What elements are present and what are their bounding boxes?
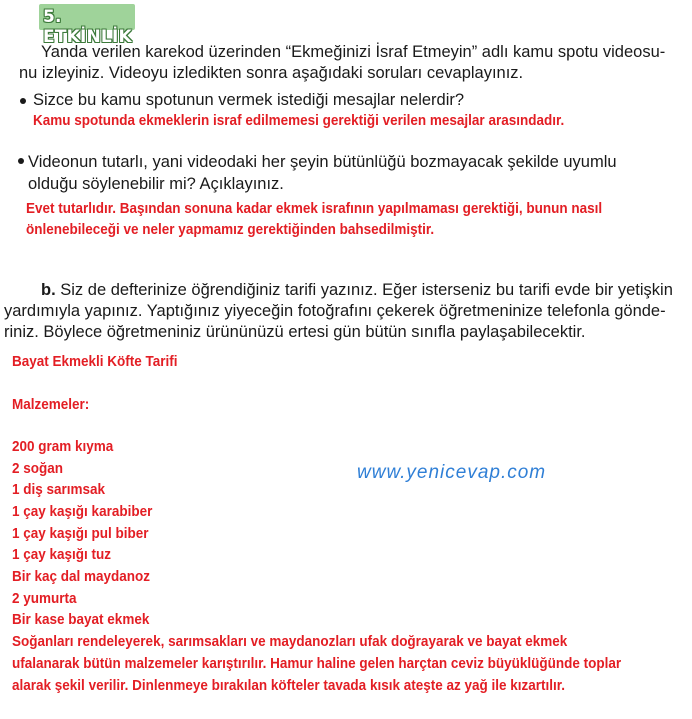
ingredient-item: 1 çay kaşığı karabiber xyxy=(12,503,153,520)
bullet-icon xyxy=(18,158,24,164)
recipe-title: Bayat Ekmekli Köfte Tarifi xyxy=(12,353,178,370)
intro-line-1: Yanda verilen karekod üzerinden “Ekmeğinizi İsraf Etmeyin” adlı kamu spotu videosu- xyxy=(41,43,666,61)
question-1: Sizce bu kamu spotunun vermek istediği mesajlar nelerdir? xyxy=(33,91,465,109)
part-b-line-2: yardımıyla yapınız. Yaptığınız yiyeceğin fotoğrafını çekerek öğretmeninize telefonla gönde- xyxy=(4,302,666,320)
instruction-line: Soğanları rendeleyerek, sarımsakları ve maydanozları ufak doğrayarak ve bayat ekmek xyxy=(12,633,568,650)
ingredient-item: 1 diş sarımsak xyxy=(12,481,106,498)
part-b-line-3: riniz. Böylece öğretmeniniz ürününüzü ertesi gün bütün sınıfla paylaşabilecektir. xyxy=(4,323,586,341)
question-2-line-1: Videonun tutarlı, yani videodaki her şeyin bütünlüğü bozmayacak şekilde uyumlu xyxy=(28,153,617,171)
part-b-text: Siz de defterinize öğrendiğiniz tarifi yazınız. Eğer isterseniz bu tarifi evde bir yetişkin xyxy=(55,281,673,299)
ingredient-item: Bir kaç dal maydanoz xyxy=(12,568,151,585)
activity-badge-label: 5. ETKİNLİK xyxy=(43,7,132,47)
ingredient-item: 2 soğan xyxy=(12,460,64,477)
intro-line-2: nu izleyiniz. Videoyu izledikten sonra aşağıdaki soruları cevaplayınız. xyxy=(19,64,524,82)
ingredient-item: 1 çay kaşığı pul biber xyxy=(12,525,149,542)
instruction-line: alarak şekil verilir. Dinlenmeye bırakılan köfteler tavada kısık ateşte az yağ ile kızartılır. xyxy=(12,677,566,694)
activity-badge xyxy=(39,4,135,47)
ingredient-item: 200 gram kıyma xyxy=(12,438,114,455)
watermark: www.yenicevap.com xyxy=(357,462,547,483)
question-2-line-2: olduğu söylenebilir mi? Açıklayınız. xyxy=(28,175,284,193)
instruction-line: ufalanarak bütün malzemeler karıştırılır. Hamur haline gelen harçtan ceviz büyüklüğünde toplar xyxy=(12,655,622,672)
part-b-line-1 xyxy=(41,280,673,300)
ingredient-item: 2 yumurta xyxy=(12,590,77,607)
ingredient-item: Bir kase bayat ekmek xyxy=(12,611,150,628)
answer-1: Kamu spotunda ekmeklerin israf edilmemesi gerektiği verilen mesajlar arasındadır. xyxy=(33,112,565,129)
ingredient-item: 1 çay kaşığı tuz xyxy=(12,546,112,563)
bullet-icon xyxy=(20,98,26,104)
part-b-label: b. xyxy=(41,281,56,299)
answer-2-line-1: Evet tutarlıdır. Başından sonuna kadar ekmek israfının yapılmaması gerektiği, bunun nasıl xyxy=(26,200,603,217)
ingredients-heading: Malzemeler: xyxy=(12,396,90,413)
answer-2-line-2: önlenebileceği ve neler yapmamız gerektiğinden bahsedilmiştir. xyxy=(26,221,435,238)
